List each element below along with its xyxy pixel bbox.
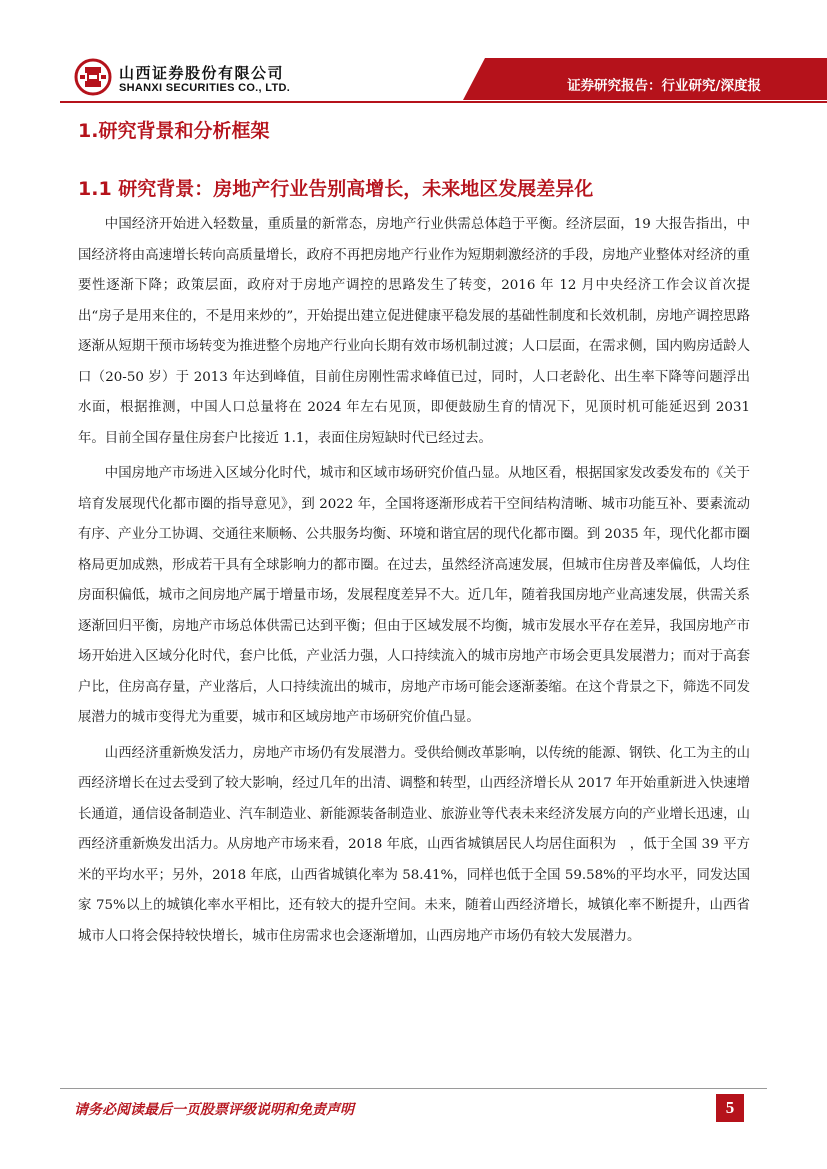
body-text (78, 210, 750, 957)
paragraph-1: 中国经济开始进入轻数量，重质量的新常态，房地产行业供需总体趋于平衡。经济层面，19 大报告指出，中国经济将由高速增长转向高质量增长，政府不再把房地产行业作为短期刺激经济的手段，房地产业整体对经济的重要性逐渐下降；政策层面，政府对于房地产调控的思路发生了转变，2016 年 12 月中央经济工作会议首次提出“房子是用来住的，不是用来炒的”，开始提出建立促进健康平稳发展的基础性制度和长效机制，房地产调控思路逐渐从短期干预市场转变为推进整个房地产行业向长期有效市场机制过渡；人口层面，在需求侧，国内购房适龄人口（20-50 岁）于 2013 年达到峰值，目前住房刚性需求峰值已过，同时，人口老龄化、出生率下降等问题浮出水面，根据推测，中国人口总量将在 2024 年左右见顶，即便鼓励生育的情况下，见顶时机可能延迟到 2031 年。目前全国存量住房套户比接近 1.1，表面住房短缺时代已经过去。 (78, 217, 750, 446)
paragraph-2: 中国房地产市场进入区域分化时代，城市和区域市场研究价值凸显。从地区看，根据国家发改委发布的《关于培育发展现代化都市圈的指导意见》，到 2022 年，全国将逐渐形成若干空间结构清晰、城市功能互补、要素流动有序、产业分工协调、交通往来顺畅、公共服务均衡、环境和谐宜居的现代化都市圈。到 2035 年，现代化都市圈格局更加成熟，形成若干具有全球影响力的都市圈。在过去，虽然经济高速发展，但城市住房普及率偏低，人均住房面积偏低，城市之间房地产属于增量市场，发展程度差异不大。近几年，随着我国房地产业高速发展，供需关系逐渐回归平衡，房地产市场总体供需已达到平衡；但由于区域发展不均衡，城市发展水平存在差异，我国房地产市场开始进入区域分化时代，套户比低，产业活力强，人口持续流入的城市房地产市场会更具发展潜力；而对于高套户比，住房高存量，产业落后，人口持续流出的城市，房地产市场可能会逐渐萎缩。在这个背景之下，筛选不同发展潜力的城市变得尤为重要，城市和区域房地产市场研究价值凸显。 (78, 466, 750, 725)
section-heading: 1.研究背景和分析框架 (78, 120, 270, 142)
page-header (0, 0, 827, 108)
subsection-heading: 1.1 研究背景：房地产行业告别高增长，未来地区发展差异化 (78, 178, 594, 200)
shanxi-securities-logo-icon (74, 58, 112, 96)
report-type-label: 证券研究报告：行业研究/深度报 (567, 78, 761, 94)
paragraph-3: 山西经济重新焕发活力，房地产市场仍有发展潜力。受供给侧改革影响，以传统的能源、钢铁、化工为主的山西经济增长在过去受到了较大影响，经过几年的出清、调整和转型，山西经济增长从 2017 年开始重新进入快速增长通道，通信设备制造业、汽车制造业、新能源装备制造业、旅游业等代表未来经济发展方向的产业增长迅速，山西经济重新焕发出活力。从房地产市场来看，2018 年底，山西省城镇居民人均居住面积为 ，低于全国 39 平方米的平均水平；另外，2018 年底，山西省城镇化率为 58.41%，同样也低于全国 59.58%的平均水平，同发达国家 75%以上的城镇化率水平相比，还有较大的提升空间。未来，随着山西经济增长，城镇化率不断提升，山西省城市人口将会保持较快增长，城市住房需求也会逐渐增加，山西房地产市场仍有较大发展潜力。 (78, 745, 750, 944)
footer-disclaimer: 请务必阅读最后一页股票评级说明和免责声明 (74, 1102, 354, 1118)
company-name-en: SHANXI SECURITIES CO., LTD. (119, 82, 291, 94)
company-logo (74, 58, 374, 102)
company-name-cn: 山西证券股份有限公司 (119, 64, 285, 82)
footer-divider (60, 1088, 767, 1089)
page-number: 5 (716, 1094, 744, 1122)
